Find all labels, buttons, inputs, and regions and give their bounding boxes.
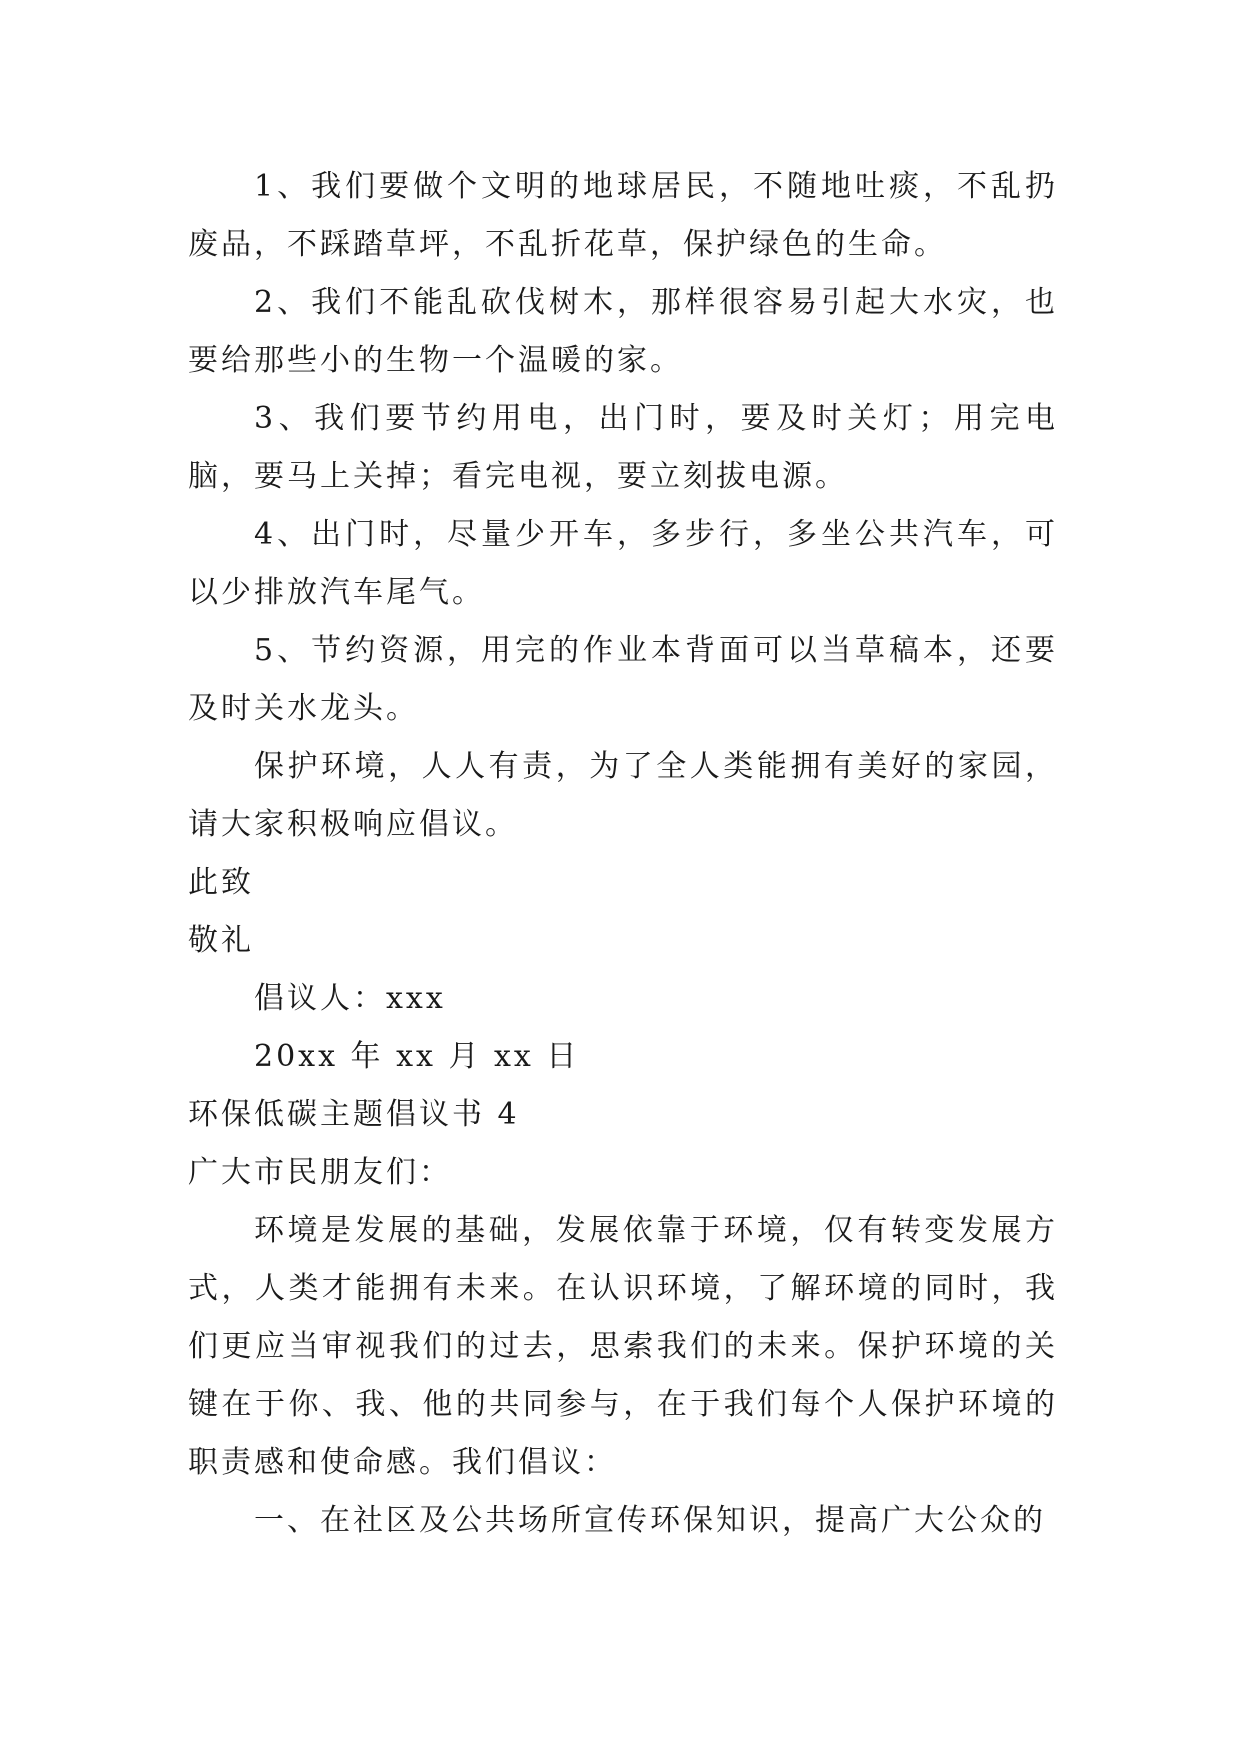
section-title: 环保低碳主题倡议书 4 (188, 1097, 520, 1132)
proposal-item-4: 4、出门时，尽量少开车，多步行，多坐公共汽车，可以少排放汽车尾气。 (188, 517, 1058, 610)
proposal-item-2: 2、我们不能乱砍伐树木，那样很容易引起大水灾，也要给那些小的生物一个温暖的家。 (188, 285, 1058, 378)
first-proposal-line: 一、在社区及公共场所宣传环保知识，提高广大公众的 (254, 1503, 1046, 1538)
intro-paragraph: 环境是发展的基础，发展依靠于环境，仅有转变发展方式，人类才能拥有未来。在认识环境，了解环境的同时，我们更应当审视我们的过去，思索我们的未来。保护环境的关键在于你、我、他的共同参与，在于我们每个人保护环境的职责感和使命感。我们倡议： (188, 1213, 1058, 1480)
document-body (188, 158, 1058, 1550)
proposal-item-5: 5、节约资源，用完的作业本背面可以当草稿本，还要及时关水龙头。 (188, 633, 1058, 726)
proposal-item-1: 1、我们要做个文明的地球居民，不随地吐痰，不乱扔废品，不踩踏草坪，不乱折花草，保护绿色的生命。 (188, 169, 1058, 262)
greeting-line: 广大市民朋友们： (188, 1155, 452, 1190)
signer-line: 倡议人：xxx (254, 981, 446, 1016)
salutation-cizhi: 此致 (188, 865, 254, 900)
proposal-item-3: 3、我们要节约用电，出门时，要及时关灯；用完电脑，要马上关掉；看完电视，要立刻拔电源。 (188, 401, 1058, 494)
closing-paragraph: 保护环境，人人有责，为了全人类能拥有美好的家园，请大家积极响应倡议。 (188, 749, 1058, 842)
salutation-jingli: 敬礼 (188, 923, 254, 958)
date-line: 20xx 年 xx 月 xx 日 (254, 1039, 580, 1074)
